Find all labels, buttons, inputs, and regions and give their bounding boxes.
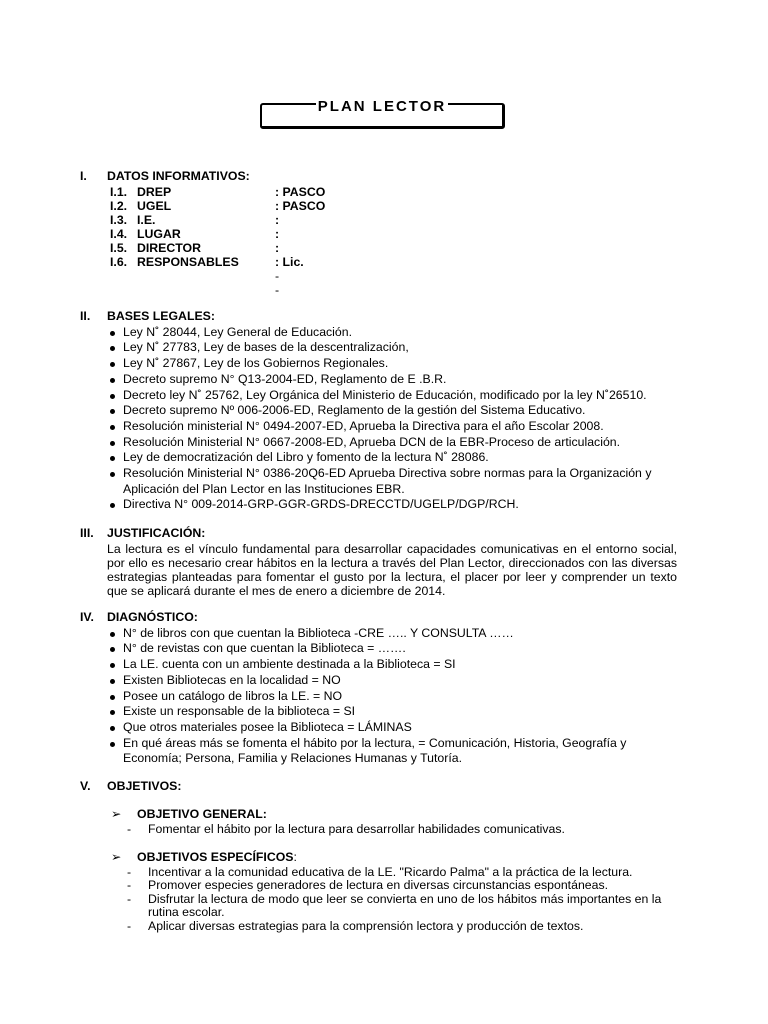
datos-row-label: LUGAR — [137, 226, 181, 241]
section-bases-legales — [80, 309, 680, 513]
datos-row-value: : — [275, 226, 280, 241]
objetivos-especificos-colon: : — [293, 850, 297, 864]
section-objetivos — [80, 779, 680, 795]
objetivos-especificos — [80, 850, 680, 933]
section-title: OBJETIVOS: — [107, 779, 182, 793]
section-number: III. — [80, 526, 94, 540]
list-item: Ley de democratización del Libro y fomento de la lectura N˚ 28086. — [107, 450, 680, 466]
list-item: Resolución Ministerial N° 0667-2008-ED, Aprueba DCN de la EBR-Proceso de articulación. — [107, 435, 680, 451]
list-item: La LE. cuenta con un ambiente destinada a la Biblioteca = SI — [107, 657, 680, 673]
datos-row-value: : PASCO — [275, 184, 326, 199]
objetivos-especificos-heading — [80, 850, 680, 866]
list-item: En qué áreas más se fomenta el hábito por la lectura, = Comunicación, Historia, Geografía y Economía; Persona, Familia y Relaciones Humanas y Tutoría. — [107, 736, 680, 767]
section-heading — [80, 169, 680, 185]
section-title: BASES LEGALES: — [107, 309, 215, 323]
section-number: IV. — [80, 610, 94, 624]
section-number: II. — [80, 309, 91, 323]
list-item: Directiva N° 009-2014-GRP-GGR-GRDS-DRECCTD/UGELP/DGP/RCH. — [107, 497, 680, 513]
list-item: N° de revistas con que cuentan la Biblioteca = ……. — [107, 641, 680, 657]
datos-rows — [80, 185, 680, 269]
section-heading — [80, 779, 680, 795]
diagnostico-list — [80, 626, 680, 767]
title-box — [260, 98, 505, 129]
datos-row-value: : PASCO — [275, 198, 326, 213]
datos-row — [80, 199, 680, 213]
list-item: - Incentivar a la comunidad educativa de la LE. "Ricardo Palma" a la práctica de la lectura. — [124, 866, 678, 880]
list-item: Ley N˚ 27867, Ley de los Gobiernos Regionales. — [107, 356, 680, 372]
datos-row — [80, 213, 680, 227]
list-item: Existe un responsable de la biblioteca = SI — [107, 704, 680, 720]
datos-row-value: : — [275, 212, 280, 227]
datos-row-label: DREP — [137, 184, 172, 199]
list-item: - Fomentar el hábito por la lectura para desarrollar habilidades comunicativas. — [124, 823, 678, 837]
section-heading — [80, 610, 680, 626]
list-item: Posee un catálogo de libros la LE. = NO — [107, 689, 680, 705]
objetivo-general-heading — [80, 807, 680, 823]
datos-row-number: I.2. — [110, 198, 128, 213]
datos-row-label: DIRECTOR — [137, 240, 201, 255]
datos-row-label: RESPONSABLES — [137, 254, 239, 269]
objetivos-especificos-title: OBJETIVOS ESPECÍFICOS — [137, 850, 294, 864]
section-heading — [80, 309, 680, 325]
datos-row-number: I.4. — [110, 226, 128, 241]
datos-row-number: I.3. — [110, 212, 128, 227]
section-number: I. — [80, 169, 87, 183]
datos-row-number: I.5. — [110, 240, 128, 255]
list-item: Resolución Ministerial N° 0386-20Q6-ED Aprueba Directiva sobre normas para la Organización y Aplicación del Plan Lector en las Instituciones EBR. — [107, 466, 680, 497]
objetivos-especificos-list — [80, 866, 680, 934]
list-item: Resolución ministerial N° 0494-2007-ED, Aprueba la Directiva para el año Escolar 2008. — [107, 419, 680, 435]
section-heading — [80, 526, 680, 542]
datos-row-value: : Lic. — [275, 254, 304, 269]
datos-row-label: UGEL — [137, 198, 172, 213]
datos-dashes — [80, 269, 680, 297]
datos-row-number: I.1. — [110, 184, 128, 199]
datos-row — [80, 185, 680, 199]
datos-row — [80, 241, 680, 255]
bases-list — [80, 325, 680, 513]
datos-row-number: I.6. — [110, 254, 128, 269]
section-number: V. — [80, 779, 91, 793]
page-title: PLAN LECTOR — [317, 98, 447, 115]
list-item: - Promover especies generadores de lectura en diversas circunstancias espontáneas. — [124, 879, 678, 893]
justificacion-text: La lectura es el vínculo fundamental para desarrollar capacidades comunicativas en el entorno social, por ello es necesario crear hábitos en la lectura a través del Plan Lector, direccionados con las diversas estrategias planteadas para fomentar el gusto por la lectura, el placer por leer y comprender un texto que se aplicará durante el mes de enero a diciembre de 2014. — [107, 541, 677, 598]
datos-row — [80, 255, 680, 269]
list-item: N° de libros con que cuentan la Biblioteca -CRE ….. Y CONSULTA …… — [107, 626, 680, 642]
list-item: Decreto supremo N° Q13-2004-ED, Reglamento de E .B.R. — [107, 372, 680, 388]
section-diagnostico — [80, 610, 680, 767]
list-item: Decreto ley N˚ 25762, Ley Orgánica del Ministerio de Educación, modificado por la ley N˚26510. — [107, 388, 680, 404]
arrow-bullet-icon: ➢ — [111, 850, 122, 864]
objetivo-general — [80, 807, 680, 836]
section-justificacion — [80, 526, 680, 598]
datos-row-label: I.E. — [137, 212, 156, 227]
datos-row — [80, 227, 680, 241]
list-item: - Disfrutar la lectura de modo que leer se convierta en uno de los hábitos más importantes en la rutina escolar. — [124, 893, 678, 920]
datos-row-value: : — [275, 240, 280, 255]
objetivo-general-title: OBJETIVO GENERAL: — [137, 807, 267, 821]
arrow-bullet-icon: ➢ — [111, 807, 122, 821]
list-item: Decreto supremo Nº 006-2006-ED, Reglamento de la gestión del Sistema Educativo. — [107, 403, 680, 419]
section-title: DATOS INFORMATIVOS: — [107, 169, 250, 183]
list-item: Existen Bibliotecas en la localidad = NO — [107, 673, 680, 689]
list-item: Ley N˚ 27783, Ley de bases de la descentralización, — [107, 340, 680, 356]
datos-dash: - — [275, 282, 280, 297]
datos-dash: - — [275, 268, 280, 283]
list-item: Ley N˚ 28044, Ley General de Educación. — [107, 325, 680, 341]
list-item: - Aplicar diversas estrategias para la comprensión lectora y producción de textos. — [124, 920, 678, 934]
section-title: JUSTIFICACIÓN: — [107, 526, 206, 540]
section-datos-informativos — [80, 169, 680, 297]
objetivo-general-list — [80, 823, 680, 837]
list-item: Que otros materiales posee la Biblioteca = LÁMINAS — [107, 720, 680, 736]
section-title: DIAGNÓSTICO: — [107, 610, 198, 624]
